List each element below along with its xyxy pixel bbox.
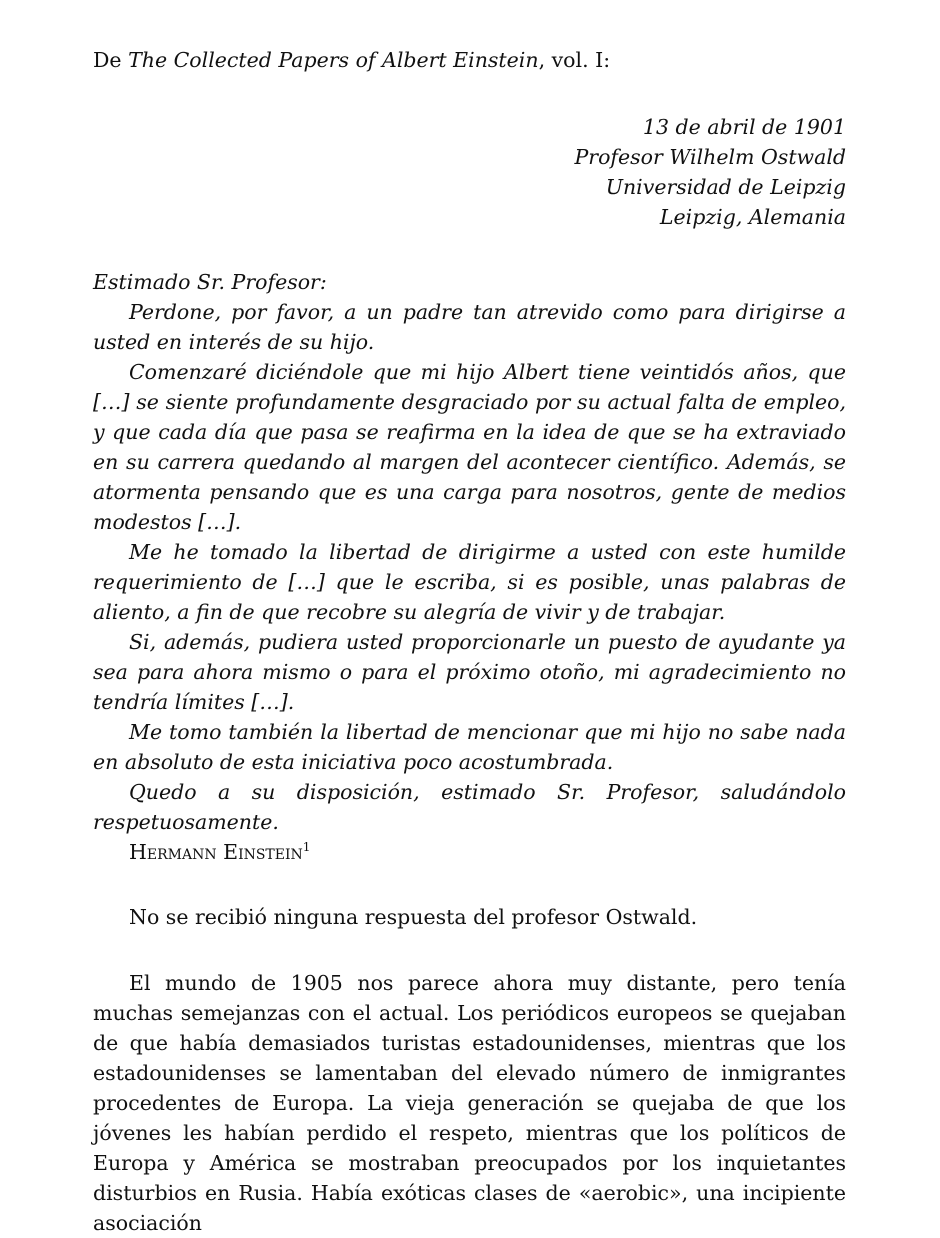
source-suffix: , vol. I: [538,48,611,72]
letter-recipient: Profesor Wilhelm Ostwald [574,145,846,169]
letter-paragraph: Comenzaré diciéndole que mi hijo Albert tiene veintidós años, que […] se siente profundamente desgraciado por su actual falta de empleo, y que cada día que pasa se reafirma en la idea de que se ha extraviado en su carrera quedando al margen del acontecer científico. Además, se atormenta pensando que es una carga para nosotros, gente de medios modestos […]. [93,360,846,534]
letter-body [93,267,846,867]
book-title: The Collected Papers of Albert Einstein [128,48,539,72]
page-content [93,45,846,1238]
paragraph-1905: El mundo de 1905 nos parece ahora muy distante, pero tenía muchas semejanzas con el actual. Los periódicos europeos se quejaban de que había demasiados turistas estadounidenses, mientras que los estadounidenses se lamentaban del elevado número de inmigrantes procedentes de Europa. La vieja generación se quejaba de que los jóvenes les habían perdido el respeto, mientras que los políticos de Europa y América se mostraban preocupados por los inquietantes disturbios en Rusia. Había exóticas clases de «aerobic», una incipiente asociación [93,971,846,1235]
letter-address-block [93,112,846,232]
no-reply-paragraph: No se recibió ninguna respuesta del profesor Ostwald. [129,905,698,929]
letter-signature [93,837,846,867]
main-text [93,902,846,1238]
letter-paragraph: Me tomo también la libertad de mencionar que mi hijo no sabe nada en absoluto de esta iniciativa poco acostumbrada. [93,720,846,774]
letter-city: Leipzig, Alemania [659,205,846,229]
letter-paragraph: Quedo a su disposición, estimado Sr. Profesor, saludándolo respetuosamente. [93,780,846,834]
signature-name: Hermann Einstein [129,840,303,864]
source-prefix: De [93,48,129,72]
letter-paragraph: Perdone, por favor, a un padre tan atrevido como para dirigirse a usted en interés de su hijo. [93,300,846,354]
letter-paragraph: Me he tomado la libertad de dirigirme a usted con este humilde requerimiento de […] que le escriba, si es posible, unas palabras de aliento, a fin de que recobre su alegría de vivir y de trabajar. [93,540,846,624]
letter-salutation: Estimado Sr. Profesor: [93,270,327,294]
source-citation [93,45,846,75]
letter-date: 13 de abril de 1901 [642,115,846,139]
letter-institution: Universidad de Leipzig [605,175,846,199]
letter-paragraph: Si, además, pudiera usted proporcionarle un puesto de ayudante ya sea para ahora mismo o para el próximo otoño, mi agradecimiento no tendría límites […]. [93,630,846,714]
footnote-marker[interactable]: 1 [302,840,311,855]
